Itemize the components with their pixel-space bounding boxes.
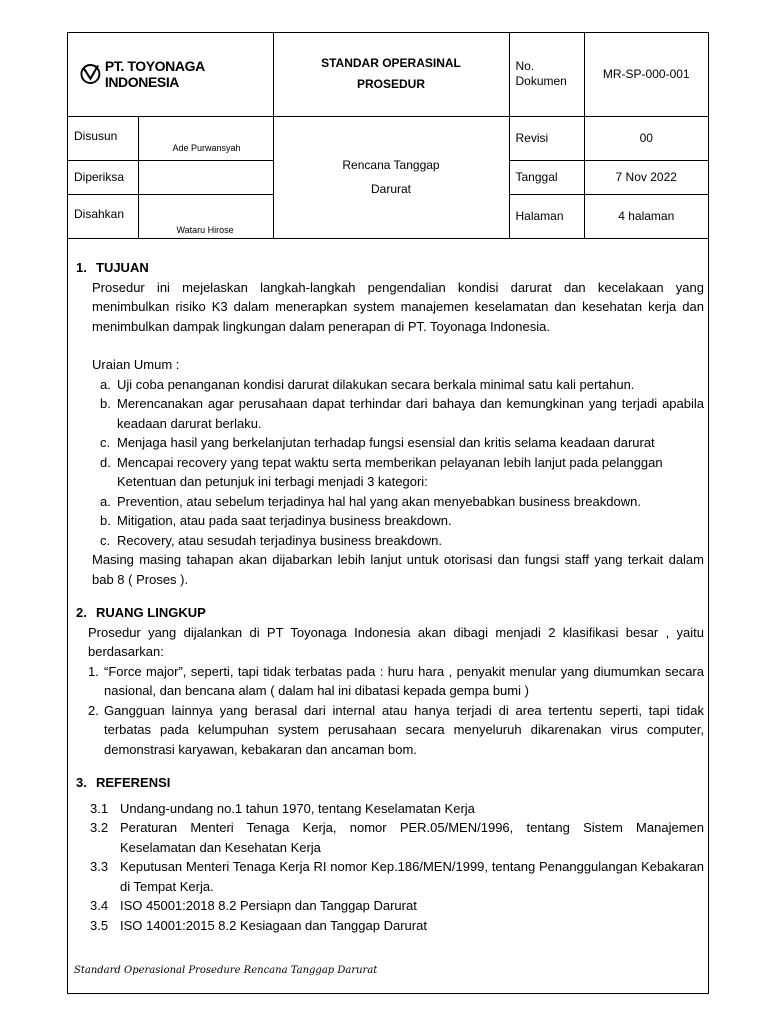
referensi-list	[90, 799, 704, 936]
ruang-paragraph: Prosedur yang dijalankan di PT Toyonaga Indonesia akan dibagi menjadi 2 klasifikasi besar , yaitu berdasarkan:	[88, 624, 704, 659]
disahkan-label: Disahkan	[68, 194, 138, 238]
sop-title-line2: PROSEDUR	[356, 77, 425, 92]
list-marker: 3.4	[90, 898, 109, 913]
document-page	[67, 32, 709, 994]
list-item	[100, 433, 704, 453]
list-text: Gangguan lainnya yang berasal dari internal atau hanya terjadi di area tertentu seperti, tapi tidak terbatas pada kelumpuhan system perusahaan secara menyeluruh dikarenakan virus computer, demonstrasi karyawan, kebakaran dan ancaman bom.	[104, 702, 704, 757]
list-text: Prevention, atau sebelum terjadinya hal hal yang akan menyebabkan business breakdown.	[117, 493, 641, 509]
list-item	[100, 375, 704, 395]
revisi-label: Revisi	[509, 116, 584, 160]
list-item	[90, 896, 704, 916]
sop-title	[273, 33, 509, 116]
uraian-label: Uraian Umum :	[92, 357, 180, 372]
list-text: Undang-undang no.1 tahun 1970, tentang Keselamatan Kerja	[120, 800, 475, 816]
no-dokumen-label-line2: Dokumen	[515, 74, 567, 89]
list-item	[100, 531, 704, 551]
sop-title-line1: STANDAR OPERASINAL	[321, 56, 461, 71]
document-body	[76, 258, 704, 935]
list-marker: a.	[100, 493, 111, 509]
disahkan-name: Wataru Hirose	[176, 224, 234, 235]
section-heading-ruang-lingkup	[76, 603, 704, 623]
document-header-table	[68, 33, 708, 239]
section-heading-referensi	[76, 773, 704, 793]
halaman-value: 4 halaman	[584, 194, 708, 238]
diperiksa-label: Diperiksa	[68, 160, 138, 194]
list-item	[90, 818, 704, 857]
list-item	[90, 916, 704, 936]
tujuan-paragraph: Prosedur ini mejelaskan langkah-langkah pengendalian kondisi darurat dan kecelakaan yang menimbulkan risiko K3 dalam menerapkan system manajemen keselamatan dan kesehatan kerja dan menimbulkan dampak lingkungan dalam penerapan di PT. Toyonaga Indonesia.	[92, 279, 704, 334]
list-text: Peraturan Menteri Tenaga Kerja, nomor PER.05/MEN/1996, tentang Sistem Manajemen Keselamatan dan Kesehatan Kerja	[120, 820, 704, 855]
section-title: REFERENSI	[96, 775, 171, 790]
section-title: RUANG LINGKUP	[96, 605, 206, 620]
list-marker: 3.1	[90, 800, 109, 816]
list-marker: d.	[100, 454, 111, 470]
tujuan-closing: Masing masing tahapan akan dijabarkan lebih lanjut untuk otorisasi dan fungsi staff yang terkait dalam bab 8 ( Proses ).	[92, 552, 704, 587]
list-item	[100, 394, 704, 433]
list-text: Mencapai recovery yang tepat waktu serta memberikan pelayanan lebih lanjut pada pelanggan	[117, 454, 663, 470]
section-title: TUJUAN	[96, 260, 149, 275]
halaman-label: Halaman	[509, 194, 584, 238]
no-dokumen-label-line1: No.	[515, 59, 535, 74]
disusun-name: Ade Purwansyah	[172, 142, 241, 153]
section-number: 2.	[76, 605, 87, 620]
list-text: ISO 45001:2018 8.2 Persiapn dan Tanggap Darurat	[120, 898, 417, 913]
tanggal-value: 7 Nov 2022	[584, 160, 708, 194]
list-marker: a.	[100, 376, 111, 392]
list-item	[90, 799, 704, 819]
section-heading-tujuan	[76, 258, 704, 278]
disusun-signature-cell	[138, 116, 273, 160]
list-item	[100, 453, 704, 473]
list-marker: b.	[100, 396, 111, 411]
list-text: Merencanakan agar perusahaan dapat terhindar dari bahaya dan kemungkinan yang terjadi apabila keadaan darurat berlaku.	[117, 396, 704, 431]
list-text: Menjaga hasil yang berkelanjutan terhadap fungsi esensial dan kritis selama keadaan darurat	[117, 435, 655, 450]
revisi-value: 00	[584, 116, 708, 160]
no-dokumen-value: MR-SP-000-001	[584, 33, 708, 116]
doc-title-line1: Rencana Tanggap	[342, 158, 440, 172]
list-item	[90, 857, 704, 896]
list-marker: 2.	[88, 702, 99, 718]
ketentuan-text: Ketentuan dan petunjuk ini terbagi menjadi 3 kategori:	[117, 474, 428, 489]
diperiksa-signature-cell	[138, 160, 273, 194]
tanggal-label: Tanggal	[509, 160, 584, 194]
list-text: “Force major”, seperti, tapi tidak terbatas pada : huru hara , penyakit menular yang diumumkan secara nasional, dan bencana alam ( dalam hal ini dibatasi kepada gempa bumi )	[104, 663, 704, 698]
disahkan-signature-cell	[138, 194, 273, 238]
section-number: 1.	[76, 260, 87, 275]
section-number: 3.	[76, 775, 87, 790]
document-title	[273, 116, 509, 238]
list-marker: 3.5	[90, 917, 109, 933]
list-text: Uji coba penanganan kondisi darurat dilakukan secara berkala minimal satu kali pertahun.	[117, 376, 635, 392]
check-circle-logo-icon	[80, 63, 101, 85]
list-text: Keputusan Menteri Tenaga Kerja RI nomor Kep.186/MEN/1999, tentang Penanggulangan Kebakaran di Tempat Kerja.	[120, 859, 704, 894]
list-marker: 3.3	[90, 859, 109, 874]
doc-title-line2: Darurat	[370, 182, 411, 196]
list-item	[100, 511, 704, 531]
company-name: PT. TOYONAGA INDONESIA	[104, 58, 205, 91]
list-text: ISO 14001:2015 8.2 Kesiagaan dan Tanggap Darurat	[120, 917, 427, 933]
list-marker: 3.2	[90, 820, 109, 835]
list-marker: b.	[100, 513, 111, 528]
list-item	[88, 662, 704, 701]
document-footer: Standard Operasional Prosedure Rencana Tanggap Darurat	[74, 965, 378, 976]
company-logo-cell	[68, 33, 273, 116]
no-dokumen-label	[509, 33, 584, 116]
list-text: Mitigation, atau pada saat terjadinya business breakdown.	[117, 513, 452, 528]
ruang-list	[88, 662, 704, 760]
list-item	[100, 492, 704, 512]
list-marker: c.	[100, 435, 111, 450]
uraian-list	[100, 375, 704, 551]
disusun-label: Disusun	[68, 116, 138, 160]
list-item	[88, 701, 704, 760]
list-marker: c.	[100, 532, 111, 548]
list-marker: 1.	[88, 663, 99, 679]
list-text: Recovery, atau sesudah terjadinya business breakdown.	[117, 532, 442, 548]
